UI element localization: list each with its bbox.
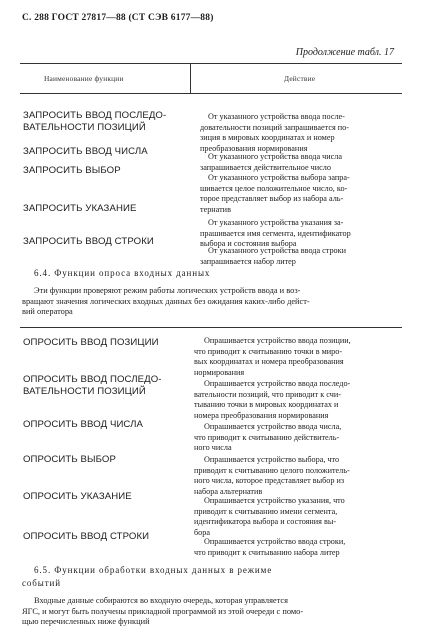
function-name: ОПРОСИТЬ УКАЗАНИЕ bbox=[23, 491, 132, 502]
function-action: Опрашивается устройство указания, что приводит к считыванию имени сегмента, идентификатора выбора и состояния вы- бора bbox=[194, 496, 345, 537]
table-top-rule bbox=[20, 63, 402, 64]
function-name: ОПРОСИТЬ ВВОД ЧИСЛА bbox=[23, 419, 144, 430]
function-action: Опрашивается устройство ввода числа, что приводит к считыванию действитель- ного числа bbox=[194, 422, 342, 453]
function-action: Опрашивается устройство ввода последо- вательности позиций, что приводит к счи- тыванию точки в мировых координатах и номера преобразования нормирования bbox=[194, 379, 351, 420]
function-action: От указанного устройства ввода числа запрашивается действительное число bbox=[200, 152, 342, 172]
table-top-rule bbox=[20, 327, 402, 328]
function-action: Опрашивается устройство ввода строки, что приводит к считыванию набора литер bbox=[194, 537, 346, 557]
section-heading: 6.4. Функции опроса входных данных bbox=[34, 268, 211, 278]
function-name: ЗАПРОСИТЬ ВВОД СТРОКИ bbox=[23, 236, 154, 247]
function-action: От указанного устройства ввода после- довательности позиций запрашивается по- зиция в мировых координатах и номер преобразования нормирования bbox=[200, 112, 349, 153]
function-action: Опрашивается устройство выбора, что приводит к считыванию целого положитель- ного числа, которое представляет выбор из набора альтернатив bbox=[194, 455, 350, 496]
function-name: ОПРОСИТЬ ВВОД ПОЗИЦИИ bbox=[23, 337, 159, 348]
function-action: От указанного устройства указания за- прашивается имя сегмента, идентификатор выбора и состояния выбора bbox=[200, 218, 351, 249]
column-header-function: Наименование функции bbox=[44, 74, 124, 83]
function-name: ОПРОСИТЬ ВВОД СТРОКИ bbox=[23, 531, 150, 542]
column-header-action: Действие bbox=[284, 74, 316, 83]
function-name: ОПРОСИТЬ ВВОД ПОСЛЕДО- ВАТЕЛЬНОСТИ ПОЗИЦИЙ bbox=[23, 374, 162, 397]
function-name: ОПРОСИТЬ ВЫБОР bbox=[23, 454, 116, 465]
function-name: ЗАПРОСИТЬ ВВОД ЧИСЛА bbox=[23, 146, 148, 157]
function-name: ЗАПРОСИТЬ ВВОД ПОСЛЕДО- ВАТЕЛЬНОСТИ ПОЗИЦИЙ bbox=[23, 110, 167, 133]
function-name: ЗАПРОСИТЬ УКАЗАНИЕ bbox=[23, 203, 137, 214]
table-header-divider bbox=[190, 63, 191, 93]
page-reference: С. 288 ГОСТ 27817—88 (СТ СЭВ 6177—88) bbox=[22, 13, 214, 23]
section-paragraph: Эти функции проверяют режим работы логических устройств ввода и воз- вращают значения логических входных данных без ожидания каких-либо дейст- вий оператора bbox=[22, 286, 310, 317]
function-action: От указанного устройства выбора запра- шивается целое положительное число, ко- торое представляет выбор из набора аль- тернатив bbox=[200, 173, 350, 214]
function-name: ЗАПРОСИТЬ ВЫБОР bbox=[23, 165, 121, 176]
table-header-rule bbox=[20, 93, 402, 94]
table-continuation: Продолжение табл. 17 bbox=[295, 47, 394, 58]
section-heading: 6.5. Функции обработки входных данных в режиме событий bbox=[22, 565, 273, 588]
function-action: Опрашивается устройство ввода позиции, что приводит к считыванию точки в миро- вых координатах и номера преобразования нормирования bbox=[194, 336, 351, 377]
function-action: От указанного устройства ввода строки запрашивается набор литер bbox=[200, 246, 347, 266]
section-paragraph: Входные данные собираются во входную очередь, которая управляется ЯГС, и могут быть получены прикладной программой из этой очереди с помо- щью перечисленных ниже функций bbox=[22, 596, 304, 627]
